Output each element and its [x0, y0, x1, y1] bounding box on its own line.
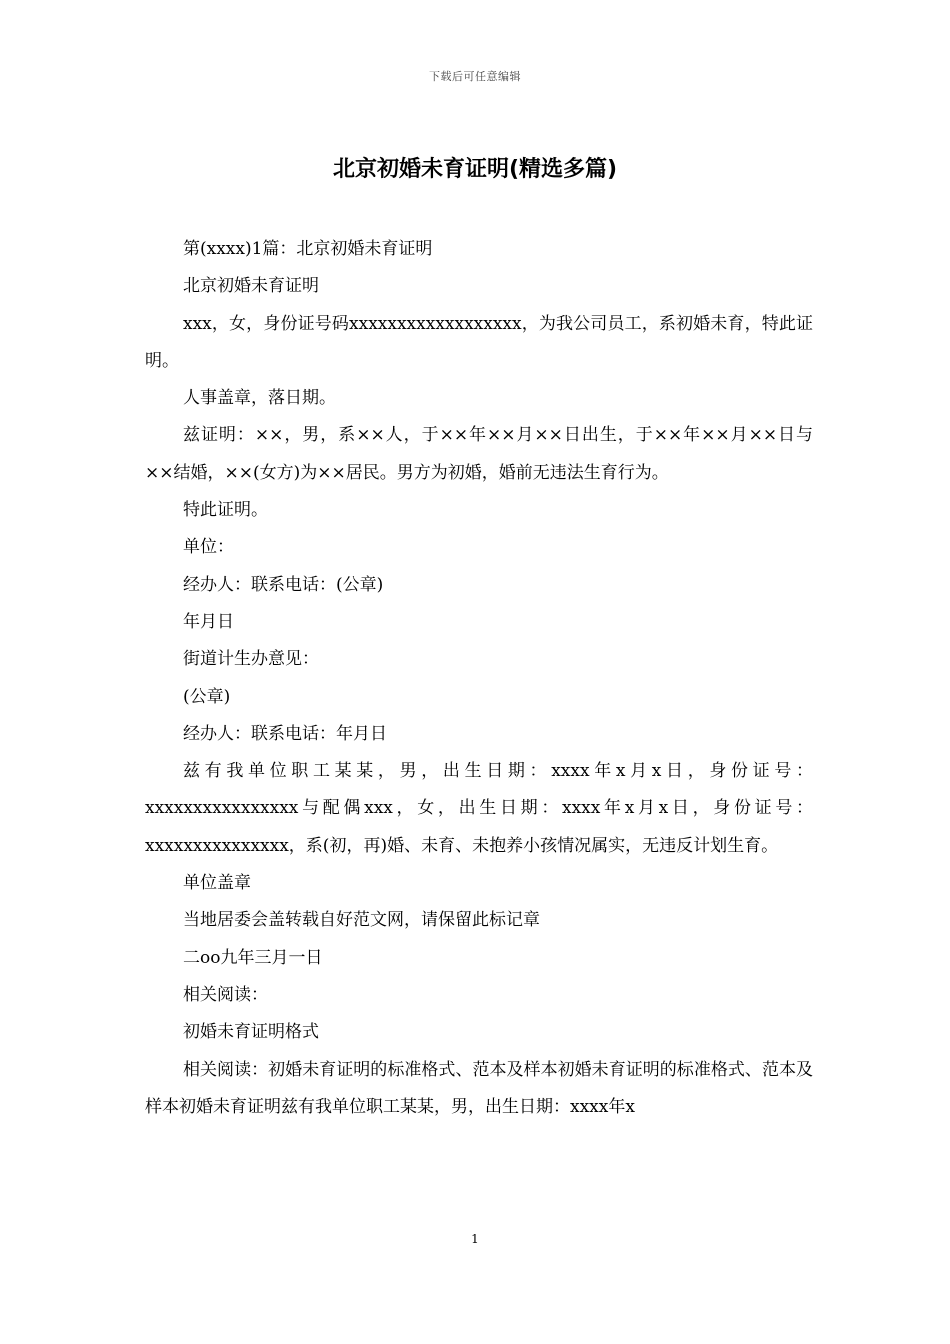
unit-seal-line: 单位盖章: [183, 873, 251, 894]
committee-seal-line: 当地居委会盖转载自好范文网，请保留此标记章: [183, 910, 540, 931]
page-header-note: 下载后可任意编辑: [429, 70, 521, 83]
certificate-text-1: xxx，女，身份证号码xxxxxxxxxxxxxxxxxx，为我公司员工，系初婚未育，特此证明。: [145, 313, 813, 371]
certificate-text-3: 兹有我单位职工某某，男，出生日期：xxxx年x月x日，身份证号：xxxxxxxxxxxxxxxx与配偶xxx，女，出生日期：xxxx年x月x日，身份证号：xxxxxxxxxxxxxxx，系(初，再)婚、未育、未抱养小孩情况属实，无违反计划生育。: [145, 761, 813, 856]
page-number: 1: [471, 1232, 479, 1246]
unit-line: 单位：: [183, 537, 234, 558]
section-heading: 北京初婚未育证明: [183, 276, 319, 297]
seal-line: (公章): [183, 686, 231, 707]
closing-line: 特此证明。: [183, 500, 268, 521]
related-reading-text: 相关阅读：初婚未育证明的标准格式、范本及样本初婚未育证明的标准格式、范本及样本初婚未育证明兹有我单位职工某某，男，出生日期：xxxx年x: [145, 1059, 813, 1117]
document-body: [145, 231, 813, 1126]
stamp-note: 人事盖章，落日期。: [183, 388, 336, 409]
date-line-1: 年月日: [183, 611, 234, 632]
chapter-heading: 第(xxxx)1篇：北京初婚未育证明: [183, 239, 433, 259]
handler-line-2: 经办人：联系电话：年月日: [183, 723, 387, 744]
document-title: 北京初婚未育证明(精选多篇): [332, 157, 618, 182]
format-heading: 初婚未育证明格式: [183, 1022, 319, 1043]
related-reading-heading: 相关阅读：: [183, 984, 268, 1005]
handler-line-1: 经办人：联系电话：(公章): [183, 574, 384, 595]
certificate-text-2: 兹证明：××，男，系××人，于××年××月××日出生，于××年××月××日与××结婚，××(女方)为××居民。男方为初婚，婚前无违法生育行为。: [145, 425, 813, 483]
date-line-2: 二oo九年三月一日: [183, 947, 323, 968]
office-opinion-line: 街道计生办意见：: [183, 649, 319, 670]
